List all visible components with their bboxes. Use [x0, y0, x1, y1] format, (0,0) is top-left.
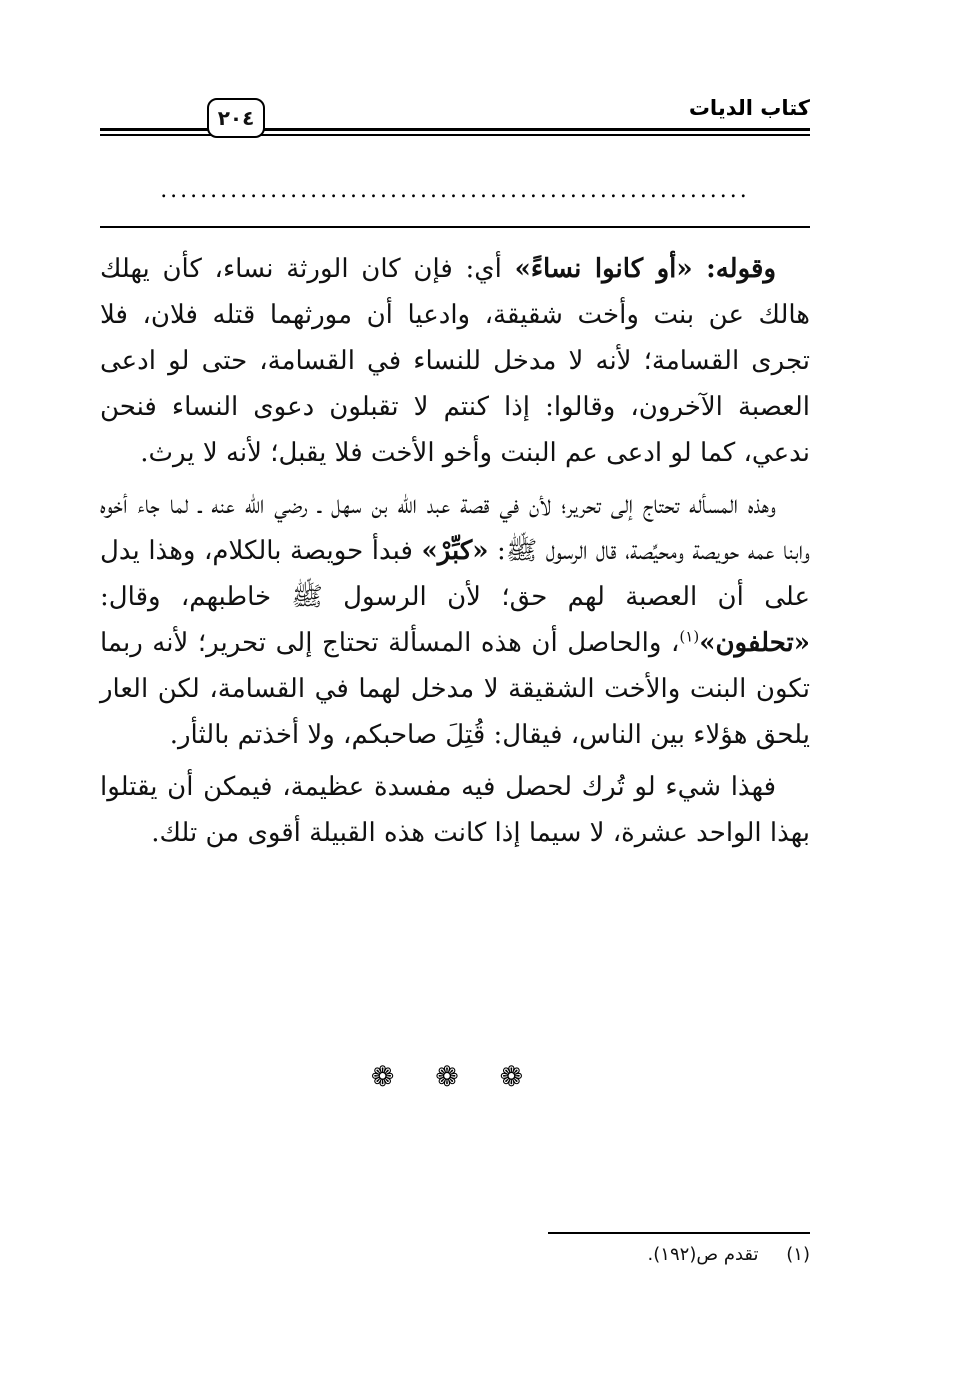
paragraph — [100, 246, 810, 476]
dotted-separator: ........................................................... — [160, 178, 750, 203]
footnote-marker: (١) — [786, 1244, 810, 1265]
bold-quote: وقوله: — [692, 254, 776, 284]
page-number: ٢٠٤ — [207, 98, 265, 138]
footnote-rule — [548, 1232, 810, 1234]
page-header — [100, 92, 810, 152]
text-run: فبدأ حويصة بالكلام، وهذا يدل على أن العصبة لهم حق؛ لأن الرسول ﷺ خاطبهم، وقال: — [100, 536, 810, 612]
footnote-text: تقدم ص(١٩٢). — [647, 1244, 759, 1265]
text-run: فهذا شيء لو تُرك لحصل فيه مفسدة عظيمة، فيمكن أن يقتلوا بهذا الواحد عشرة، لا سيما إذا كانت هذه القبيلة أقوى من تلك. — [100, 772, 810, 848]
paragraph — [100, 764, 810, 856]
text-run: وهذه المسأله تحتاج إلى تحرير؛ لأن في قصة عبد الله بن سهل ـ رضي الله عنه ـ لما جاء أخوه وابنا عمه حويصة ومحيِّصة، قال الرسول ﷺ: — [100, 490, 810, 566]
section-end-ornaments: ❁ ❁ ❁ — [370, 1060, 540, 1093]
book-title: كتاب الديات — [688, 96, 810, 120]
footnote — [100, 1244, 810, 1265]
text-run: ، والحاصل أن هذه المسألة تحتاج إلى تحرير؛ لأنه ربما تكون البنت والأخت الشقيقة لا مدخل لهما في القسامة، لكن العار يلحق هؤلاء بين الناس، فيقال: قُتِلَ صاحبكم، ولا أخذتم بالثأر. — [100, 628, 810, 750]
paragraph — [100, 482, 810, 758]
footnote-reference: (١) — [679, 627, 700, 646]
header-rule-bottom — [100, 134, 810, 136]
bold-quote: «أو كانوا نساءً» — [514, 254, 693, 284]
header-divider — [100, 226, 810, 228]
text-run: أي: فإن كان الورثة نساء، كأن يهلك هالك عن بنت وأخت شقيقة، وادعيا أن مورثهما قتله فلان، فلا تجرى القسامة؛ لأنه لا مدخل للنساء في القسامة، حتى لو ادعى العصبة الآخرون، وقالوا: إذا كنتم لا تقبلون دعوى النساء فنحن ندعي، كما لو ادعى عم البنت وأخو الأخت فلا يقبل؛ لأنه لا يرث. — [100, 254, 810, 468]
bold-quote: «كبِّرْ» — [421, 536, 489, 566]
bold-quote: «تحلفون» — [699, 628, 810, 658]
main-text — [100, 246, 810, 856]
